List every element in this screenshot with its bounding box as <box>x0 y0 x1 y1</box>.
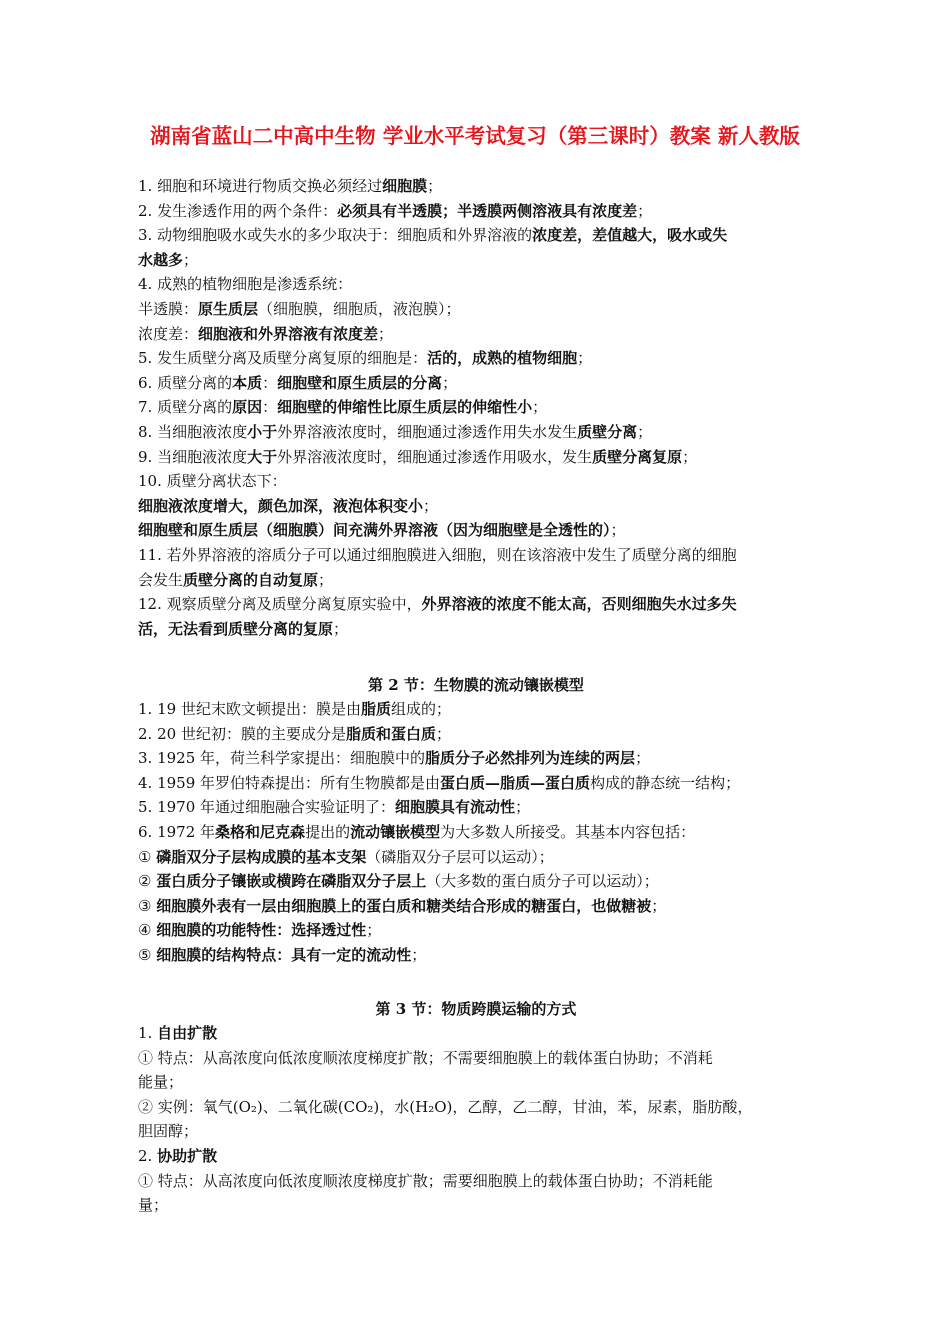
text-segment: （磷脂双分子层可以运动）； <box>366 847 554 866</box>
text-segment: ； <box>411 946 427 964</box>
text-segment: ： <box>262 373 278 392</box>
text-line <box>138 445 697 469</box>
text-line <box>138 943 426 967</box>
text-segment: ① 特点：从高浓度向低浓度顺浓度梯度扩散；不需要细胞膜上的载体蛋白协助；不消耗 <box>138 1048 713 1067</box>
text-segment: 质壁分离的 <box>157 398 233 417</box>
bold-text: 原生质层 <box>198 300 259 318</box>
bold-text: 细胞液和外界溶液有浓度差 <box>198 324 379 343</box>
bold-text: 细胞膜具有流动性 <box>395 798 516 817</box>
bold-text: 细胞膜的功能特性：选择透过性 <box>156 921 367 940</box>
text-line <box>138 820 695 844</box>
text-segment: 外界溶液浓度时，细胞通过渗透作用吸水，发生 <box>277 447 593 466</box>
text-segment: 观察质壁分离及质壁分离复原实验中， <box>166 595 422 614</box>
text-line <box>138 592 737 616</box>
text-line <box>138 223 727 247</box>
text-segment: 胆固醇； <box>138 1122 199 1141</box>
text-segment: 1972 年 <box>157 823 216 841</box>
text-segment: 质壁分离状态下： <box>166 472 287 491</box>
text-segment: 4. <box>138 773 158 792</box>
text-segment: 量； <box>138 1196 169 1215</box>
bold-text: 本质 <box>232 373 263 392</box>
text-segment: ③ <box>138 896 157 915</box>
bold-text: 蛋白质分子镶嵌或横跨在磷脂双分子层上 <box>156 872 427 891</box>
text-segment: 5. <box>138 798 158 817</box>
text-segment: ； <box>651 896 667 915</box>
text-line <box>138 697 451 721</box>
bold-text: 细胞壁和原生质层（细胞膜）间充满外界溶液（因为细胞壁是全透性的） <box>138 521 611 540</box>
text-segment: （细胞膜，细胞质，液泡膜）； <box>258 300 461 318</box>
text-segment: 4. <box>138 275 158 294</box>
text-segment: ； <box>183 250 199 269</box>
text-segment: 半透膜： <box>138 300 199 318</box>
text-line <box>138 1070 183 1094</box>
text-segment: ； <box>532 398 548 417</box>
bold-text: 细胞膜的结构特点：具有一定的流动性 <box>156 946 412 964</box>
text-segment: ① <box>138 847 157 866</box>
text-segment: 20 世纪初：膜的主要成分是 <box>157 724 346 743</box>
text-line <box>138 894 666 918</box>
text-segment: 细胞和环境进行物质交换必须经过 <box>157 177 383 195</box>
text-line <box>138 1144 217 1168</box>
text-segment: 发生渗透作用的两个条件： <box>157 201 338 220</box>
text-line <box>138 494 438 518</box>
bold-text: 脂质和蛋白质 <box>345 724 436 743</box>
text-line <box>138 1193 168 1217</box>
text-segment: 9. <box>138 447 158 466</box>
text-segment: 1. <box>138 177 158 195</box>
bold-text: 原因 <box>232 398 263 417</box>
text-line <box>138 1169 713 1193</box>
text-segment: 5. <box>138 349 158 368</box>
text-segment: ； <box>378 324 394 343</box>
text-segment: 12. <box>138 595 167 614</box>
text-line <box>138 469 287 493</box>
text-segment: 会发生 <box>138 570 184 589</box>
text-segment: ； <box>333 619 349 638</box>
text-segment: 发生质壁分离及质壁分离复原的细胞是： <box>157 349 428 368</box>
text-segment: ； <box>515 798 531 817</box>
text-line <box>138 918 381 942</box>
bold-text: 质壁分离 <box>577 423 638 441</box>
text-segment: 11. <box>138 546 167 564</box>
document-title: 湖南省蓝山二中高中生物 学业水平考试复习（第三课时）教案 新人教版 <box>150 124 800 148</box>
bold-text: 外界溶液的浓度不能太高，否则细胞失水过多失 <box>421 595 737 614</box>
text-segment: ； <box>435 724 451 743</box>
text-segment: 动物细胞吸水或失水的多少取决于：细胞质和外界溶液的 <box>157 226 533 245</box>
text-line <box>138 1046 713 1070</box>
bold-text: 质壁分离的自动复原 <box>183 570 319 589</box>
bold-text: 质壁分离复原 <box>592 447 683 466</box>
text-line <box>138 272 352 296</box>
bold-text: 自由扩散 <box>157 1024 218 1042</box>
bold-text: 流动镶嵌模型 <box>350 823 441 841</box>
text-segment: 能量； <box>138 1073 184 1092</box>
text-segment: ； <box>423 496 439 515</box>
text-line <box>138 199 652 223</box>
bold-text: 小于 <box>247 423 278 441</box>
text-segment: ； <box>610 521 626 540</box>
text-segment: ① 特点：从高浓度向低浓度顺浓度梯度扩散；需要细胞膜上的载体蛋白协助；不消耗能 <box>138 1171 713 1190</box>
text-segment: 当细胞液浓度 <box>157 447 248 466</box>
text-segment: ； <box>427 177 443 195</box>
text-segment: 2. <box>138 724 158 743</box>
text-segment: 当细胞液浓度 <box>157 423 248 441</box>
text-line <box>138 518 626 542</box>
text-segment: 2. <box>138 201 158 220</box>
bold-text: 桑格和尼克森 <box>215 823 306 841</box>
text-segment: ② 实例：氧气(O₂)、二氧化碳(CO₂)，水(H₂O)，乙醇，乙二醇，甘油，苯，尿素，脂肪酸， <box>138 1097 753 1116</box>
text-line <box>138 371 457 395</box>
text-segment: 7. <box>138 398 158 417</box>
text-line <box>138 845 554 869</box>
text-line <box>138 248 198 272</box>
text-segment: ； <box>577 349 593 368</box>
text-segment: 1970 年通过细胞融合实验证明了： <box>157 798 396 817</box>
bold-text: 浓度差，差值越大，吸水或失 <box>532 226 728 245</box>
text-segment: ； <box>637 423 653 441</box>
text-segment: 若外界溶液的溶质分子可以通过细胞膜进入细胞，则在该溶液中发生了质壁分离的细胞 <box>166 546 737 564</box>
text-segment: 浓度差： <box>138 324 199 343</box>
text-line <box>138 543 737 567</box>
text-segment: ； <box>366 921 382 940</box>
text-segment: 1925 年，荷兰科学家提出：细胞膜中的 <box>157 749 426 768</box>
text-segment: 8. <box>138 423 158 441</box>
text-segment: 构成的静态统一结构； <box>590 773 741 792</box>
text-line <box>138 346 592 370</box>
text-segment: 3. <box>138 749 158 768</box>
text-line <box>138 420 652 444</box>
text-segment: ； <box>442 373 458 392</box>
text-segment: ⑤ <box>138 946 157 964</box>
bold-text: 蛋白质—脂质—蛋白质 <box>440 773 591 792</box>
text-line <box>138 395 547 419</box>
text-segment: 外界溶液浓度时，细胞通过渗透作用失水发生 <box>277 423 578 441</box>
bold-text: 磷脂双分子层构成膜的基本支架 <box>156 847 367 866</box>
text-segment: ② <box>138 872 157 891</box>
bold-text: 细胞壁和原生质层的分离 <box>277 373 443 392</box>
text-segment: 3. <box>138 226 158 245</box>
text-line <box>138 722 451 746</box>
text-segment: ； <box>318 570 334 589</box>
text-line <box>138 322 393 346</box>
bold-text: 脂质 <box>360 700 391 718</box>
text-segment: 质壁分离的 <box>157 373 233 392</box>
text-segment: 19 世纪末欧文顿提出：膜是由 <box>157 700 361 718</box>
text-line <box>138 795 530 819</box>
text-segment: ； <box>682 447 698 466</box>
bold-text: 细胞液浓度增大，颜色加深，液泡体积变小 <box>138 496 424 515</box>
bold-text: 活的，成熟的植物细胞 <box>427 349 578 368</box>
text-line <box>138 297 461 321</box>
bold-text: 协助扩散 <box>157 1147 218 1165</box>
text-segment: 提出的 <box>305 823 351 841</box>
bold-text: 细胞壁的伸缩性比原生质层的伸缩性小 <box>277 398 533 417</box>
text-line <box>138 1021 217 1045</box>
text-line <box>138 1095 752 1119</box>
bold-text: 必须具有半透膜；半透膜两侧溶液具有浓度差 <box>337 201 638 220</box>
text-segment: ④ <box>138 921 157 940</box>
text-segment: ； <box>635 749 651 768</box>
text-segment: ： <box>262 398 278 417</box>
text-segment: 6. <box>138 823 158 841</box>
text-segment: 2. <box>138 1147 158 1165</box>
bold-text: 水越多 <box>138 250 184 269</box>
text-segment: 为大多数人所接受。其基本内容包括： <box>440 823 696 841</box>
section-2-title: 第 2 节：生物膜的流动镶嵌模型 <box>368 676 584 694</box>
text-line <box>138 771 740 795</box>
text-line <box>138 617 348 641</box>
bold-text: 大于 <box>247 447 278 466</box>
text-segment: （大多数的蛋白质分子可以运动）； <box>426 872 659 891</box>
text-segment: 1959 年罗伯特森提出：所有生物膜都是由 <box>157 773 441 792</box>
text-segment: ； <box>637 201 653 220</box>
section-3-title: 第 3 节：物质跨膜运输的方式 <box>375 1000 577 1018</box>
bold-text: 细胞膜外表有一层由细胞膜上的蛋白质和糖类结合形成的糖蛋白，也做糖被 <box>156 896 652 915</box>
text-segment: 1. <box>138 700 158 718</box>
text-line <box>138 174 442 198</box>
text-line <box>138 869 659 893</box>
text-segment: 6. <box>138 373 158 392</box>
bold-text: 脂质分子必然排列为连续的两层 <box>425 749 636 768</box>
text-segment: 1. <box>138 1024 158 1042</box>
bold-text: 细胞膜 <box>382 177 428 195</box>
bold-text: 活，无法看到质壁分离的复原 <box>138 619 334 638</box>
text-segment: 10. <box>138 472 167 491</box>
text-segment: 组成的； <box>390 700 451 718</box>
text-line <box>138 568 333 592</box>
text-line <box>138 1119 198 1143</box>
text-line <box>138 746 650 770</box>
text-segment: 成熟的植物细胞是渗透系统： <box>157 275 353 294</box>
